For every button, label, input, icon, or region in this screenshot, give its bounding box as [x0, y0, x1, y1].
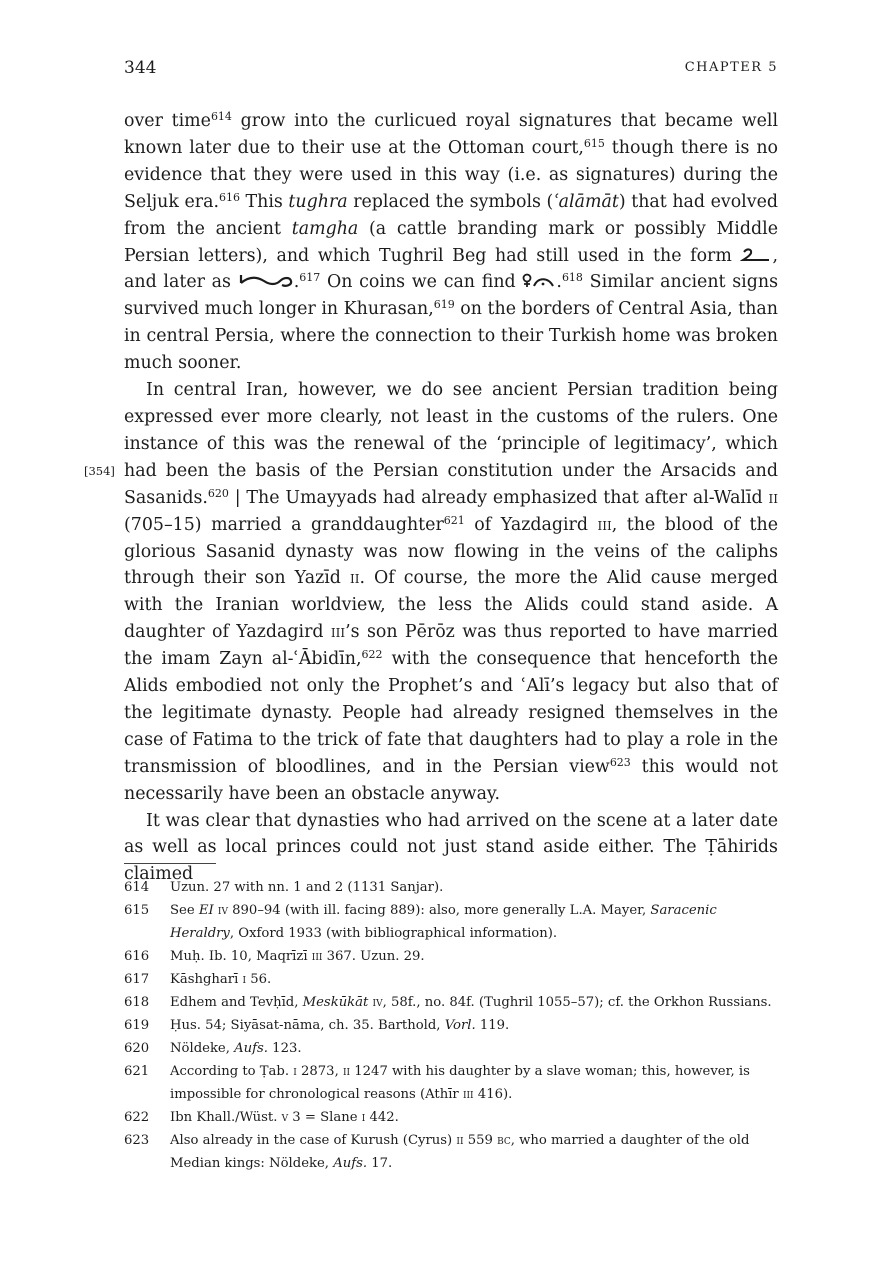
- paragraph-3: It was clear that dynasties who had arrived on the scene at a later date as well as local princes could not just stand aside either. The Ṭāhirids claimed: [124, 810, 778, 885]
- footnote-number: 616: [124, 949, 150, 964]
- margin-page-ref: [354]: [84, 463, 115, 478]
- coin-symbol-icon: [522, 273, 556, 289]
- note-ref-615[interactable]: 615: [583, 136, 605, 150]
- note-ref-620[interactable]: 620: [207, 486, 229, 500]
- footnote-623: 623 Also already in the case of Kurush (Cyrus) ii 559 bc, who married a daughter of the old Median kings: Nöldeke, Aufs. 17.: [124, 1129, 778, 1175]
- note-ref-619[interactable]: 619: [433, 298, 455, 312]
- note-ref-621[interactable]: 621: [443, 513, 465, 527]
- footnote-614: 614 Uzun. 27 with nn. 1 and 2 (1131 Sanjar).: [124, 876, 778, 899]
- footnote-618: 618 Edhem and Tevḥīd, Meskūkāt iv, 58f., no. 84f. (Tughril 1055–57); cf. the Orkhon Russians.: [124, 991, 778, 1014]
- paragraph-1: over time$^{614}$ grow into the curlicued royal signatures that became well known later due to their use at the Ottoman court,$^{615}$ though there is no evidence that they were used in this way (i.e. as signatures) during the Seljuk era.$^{616}$ This tughra replaced the symbols (ʿalāmāt) that had evolved from the ancient tamgha (a cattle branding mark or possibly Middle Persian letters), and which Tughril Beg had still used in the form , and later as .$^{617}$ On coins we can find .$^{618}$ Similar ancient signs survived much longer in Khurasan,$^{619}$ on the borders of Central Asia, than in central Persia, where the connection to their Turkish home was broken much sooner.: [124, 110, 779, 374]
- tughra-symbol-2-icon: [238, 273, 294, 289]
- footnote-number: 619: [124, 1018, 150, 1033]
- tughra-symbol-1-icon: [740, 247, 772, 263]
- footnote-620: 620 Nöldeke, Aufs. 123.: [124, 1037, 778, 1060]
- footnote-number: 615: [124, 903, 150, 918]
- note-ref-616[interactable]: 616: [218, 190, 240, 204]
- footnote-number: 617: [124, 972, 150, 987]
- footnote-number: 623: [124, 1133, 150, 1148]
- footnote-622: 622 Ibn Khall./Wüst. v 3 = Slane i 442.: [124, 1106, 778, 1129]
- note-ref-614[interactable]: 614: [210, 110, 232, 123]
- body-text: [84, 108, 779, 888]
- chapter-label: CHAPTER 5: [684, 60, 778, 75]
- footnote-616: 616 Muḥ. Ib. 10, Maqrīzī iii 367. Uzun. 29.: [124, 945, 778, 968]
- footnote-number: 614: [124, 880, 150, 895]
- footnote-number: 621: [124, 1064, 150, 1079]
- footnote-number: 622: [124, 1110, 150, 1125]
- footnote-number: 620: [124, 1041, 150, 1056]
- note-ref-622[interactable]: 622: [361, 648, 383, 662]
- footnote-621: 621 According to Ṭab. i 2873, ii 1247 with his daughter by a slave woman; this, however, is impossible for chronological reasons (Athīr iii 416).: [124, 1060, 778, 1106]
- paragraph-2: [354] In central Iran, however, we do see ancient Persian tradition being expressed ever more clearly, not least in the customs of the rulers. One instance of this was the renewal of the ‘principle of legitimacy’, which had been the basis of the Persian constitution under the Arsacids and Sasanids.$^{620}$ | The Umayyads had already emphasized that after al-Walīd ii (705–15) married a granddaughter$^{621}$ of Yazdagird iii, the blood of the glorious Sasanid dynasty was now flowing in the veins of the caliphs through their son Yazīd ii. Of course, the more the Alid cause merged with the Iranian worldview, the less the Alids could stand aside. A daughter of Yazdagird iii’s son Pērōz was thus reported to have married the imam Zayn al-ʿĀbidīn,$^{622}$ with the consequence that henceforth the Alids embodied not only the Prophet’s and ʿAlī’s legacy but also that of the legitimate dynasty. People had already resigned themselves in the case of Fatima to the trick of fate that daughters had to play a role in the transmission of bloodlines, and in the Persian view$^{623}$ this would not necessarily have been an obstacle anyway.: [84, 380, 779, 804]
- footnote-number: 618: [124, 995, 150, 1010]
- footnote-divider: [124, 863, 216, 864]
- page-number: 344: [124, 58, 157, 78]
- running-head: [124, 58, 778, 82]
- footnote-615: 615 See EI iv 890–94 (with ill. facing 889): also, more generally L.A. Mayer, Saracenic Heraldry, Oxford 1933 (with bibliographical information).: [124, 899, 778, 945]
- note-ref-623[interactable]: 623: [609, 755, 631, 769]
- footnotes: [124, 876, 778, 1175]
- note-ref-617[interactable]: 617: [299, 271, 321, 285]
- footnote-617: 617 Kāshgharī i 56.: [124, 968, 778, 991]
- note-ref-618[interactable]: 618: [561, 271, 583, 285]
- footnote-619: 619 Ḥus. 54; Siyāsat-nāma, ch. 35. Barthold, Vorl. 119.: [124, 1014, 778, 1037]
